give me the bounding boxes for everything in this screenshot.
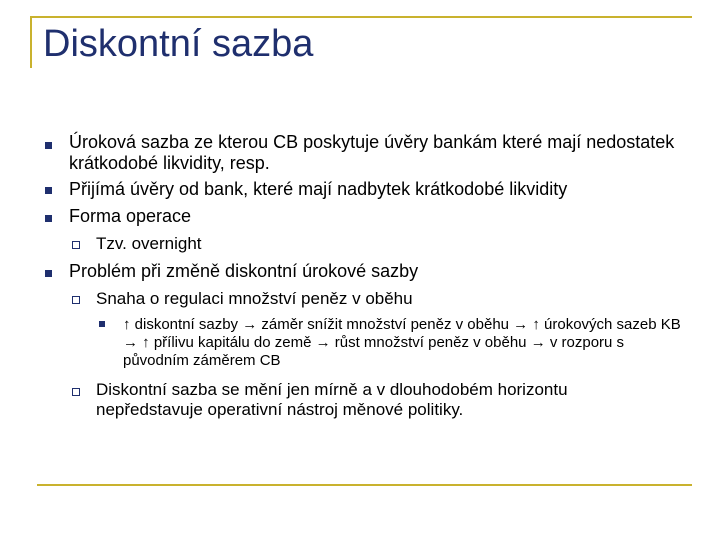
frame-top-line — [30, 16, 692, 18]
bullet-text-2: Přijímá úvěry od bank, které mají nadbytek krátkodobé likvidity — [69, 179, 568, 199]
square-bullet-icon — [45, 270, 52, 277]
frame-bottom-line — [37, 484, 692, 486]
hollow-square-bullet-icon — [72, 296, 80, 304]
square-bullet-icon — [99, 321, 105, 327]
frame-left-line — [30, 16, 32, 68]
sub-bullet-text-conclusion: Diskontní sazba se mění jen mírně a v dlouhodobém horizontu nepředstavuje operativní nástroj měnové politiky. — [96, 380, 568, 419]
square-bullet-icon — [45, 187, 52, 194]
sub-bullet-text-overnight: Tzv. overnight — [96, 234, 202, 253]
sub-bullet-text-regulation: Snaha o regulaci množství peněz v oběhu — [96, 289, 413, 308]
square-bullet-icon — [45, 142, 52, 149]
sub-sub-bullet-text-chain: ↑ diskontní sazby → záměr snížit množství peněz v oběhu → ↑ úrokových sazeb KB → ↑ přílivu kapitálu do země → růst množství peněz v oběhu → v rozporu s původním záměrem CB — [123, 316, 681, 369]
hollow-square-bullet-icon — [72, 241, 80, 249]
square-bullet-icon — [45, 215, 52, 222]
bullet-text-4: Problém při změně diskontní úrokové sazby — [69, 261, 419, 281]
hollow-square-bullet-icon — [72, 388, 80, 396]
bullet-text-3: Forma operace — [69, 206, 192, 226]
bullet-text-1: Úroková sazba ze kterou CB poskytuje úvěry bankám které mají nedostatek krátkodobé likvidity, resp. — [69, 132, 675, 173]
slide-title: Diskontní sazba — [43, 23, 314, 65]
